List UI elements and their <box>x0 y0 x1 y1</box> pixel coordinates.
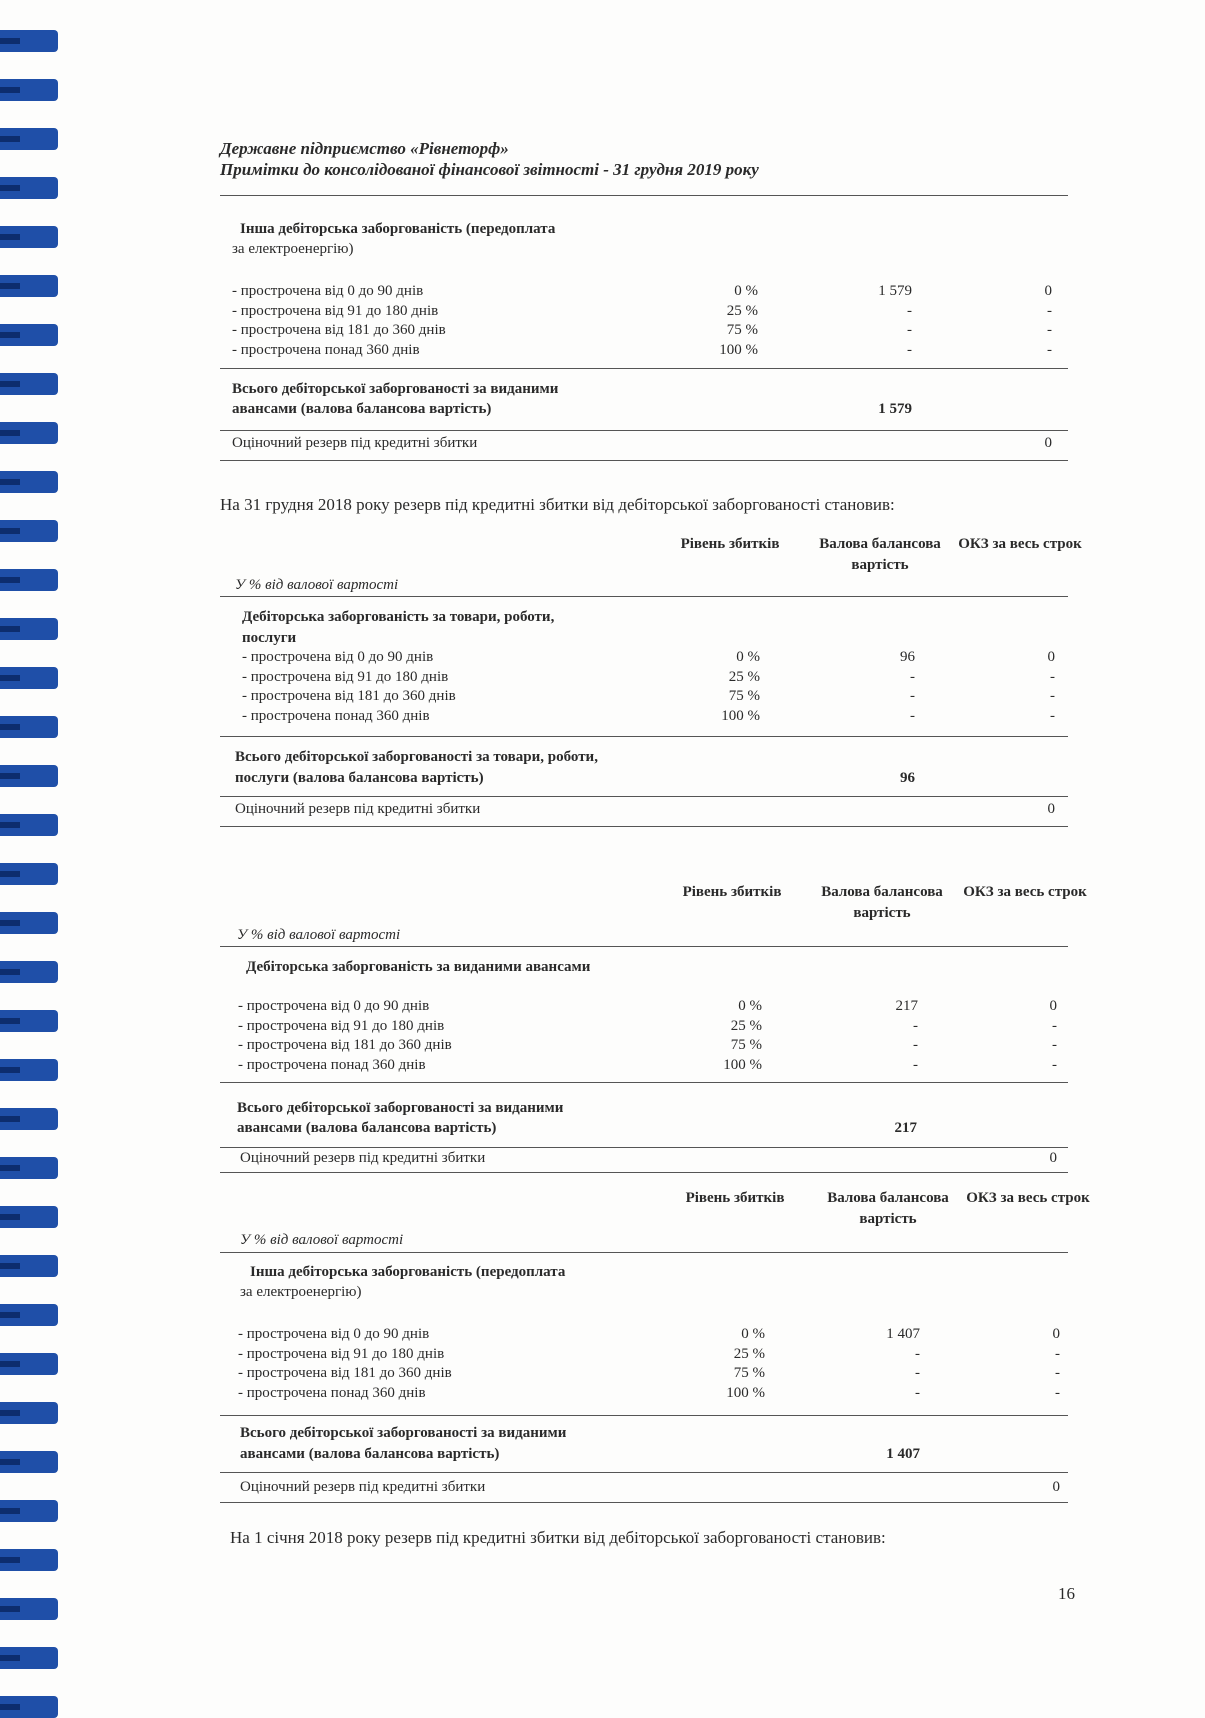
total-label-line2: авансами (валова балансова вартість) <box>232 401 492 417</box>
binding-ring <box>0 1402 58 1424</box>
aging-label: - прострочена понад 360 днів <box>232 341 420 358</box>
aging-label: - прострочена понад 360 днів <box>238 1056 426 1073</box>
col-header-ecl: ОКЗ за весь строк <box>963 884 1087 900</box>
table-title: Інша дебіторська заборгованість (передоплата <box>250 1264 566 1280</box>
aging-label: - прострочена від 0 до 90 днів <box>238 1326 430 1342</box>
ecl-value: - <box>1052 1017 1057 1034</box>
loss-rate: 100 % <box>719 341 758 358</box>
binding-ring <box>0 1059 58 1081</box>
gross-value: 1 407 <box>886 1326 920 1342</box>
binding-ring <box>0 569 58 591</box>
loss-rate: 0 % <box>738 998 762 1014</box>
binding-ring <box>0 1353 58 1375</box>
total-label: Всього дебіторської заборгованості за товари, роботи, <box>235 749 598 765</box>
gross-value: - <box>907 302 912 319</box>
binding-ring <box>0 324 58 346</box>
binding-ring <box>0 30 58 52</box>
reserve-label: Оціночний резерв під кредитні збитки <box>232 435 478 451</box>
rule <box>220 1172 1068 1173</box>
ecl-value: 0 <box>1049 998 1057 1014</box>
binding-ring <box>0 618 58 640</box>
loss-rate: 75 % <box>726 322 758 338</box>
aging-label: - прострочена від 91 до 180 днів <box>242 668 449 685</box>
ecl-value: - <box>1050 668 1055 685</box>
rule <box>220 1082 1068 1083</box>
gross-value: - <box>913 1017 918 1034</box>
gross-value: - <box>907 341 912 358</box>
binding-ring <box>0 177 58 199</box>
aging-label: - прострочена від 181 до 360 днів <box>232 322 446 338</box>
gross-value: - <box>915 1365 920 1381</box>
rule <box>220 460 1068 461</box>
table-title-line2: за електроенергію) <box>232 241 354 257</box>
total-label: Всього дебіторської заборгованості за виданими <box>237 1100 564 1116</box>
rule <box>220 1472 1068 1473</box>
aging-label: - прострочена від 0 до 90 днів <box>232 283 424 299</box>
aging-label: - прострочена від 181 до 360 днів <box>238 1365 452 1381</box>
gross-value: - <box>915 1345 920 1362</box>
ecl-value: - <box>1047 341 1052 358</box>
binding-ring <box>0 520 58 542</box>
binding-ring <box>0 128 58 150</box>
ecl-value: - <box>1050 688 1055 704</box>
reserve-label: Оціночний резерв під кредитні збитки <box>240 1479 486 1495</box>
aging-label: - прострочена від 0 до 90 днів <box>238 998 430 1014</box>
loss-rate: 75 % <box>730 1037 762 1053</box>
binding-ring <box>0 716 58 738</box>
binding-ring <box>0 863 58 885</box>
col-header-gross: Валова балансова вартість <box>827 1190 949 1227</box>
page-number: 16 <box>1058 1584 1075 1603</box>
total-label-line2: авансами (валова балансова вартість) <box>240 1446 500 1462</box>
total-value: 96 <box>900 770 915 786</box>
ecl-value: - <box>1055 1384 1060 1401</box>
table-title: Інша дебіторська заборгованість (передоплата <box>240 221 556 237</box>
ecl-value: 0 <box>1047 649 1055 665</box>
aging-label: - прострочена від 181 до 360 днів <box>242 688 456 704</box>
total-value: 1 407 <box>886 1446 920 1462</box>
gross-value: - <box>910 707 915 724</box>
rule <box>220 1502 1068 1503</box>
col-caption: У % від валової вартості <box>235 577 399 593</box>
header-company: Державне підприємство «Рівнеторф» <box>220 139 509 158</box>
rule <box>220 736 1068 737</box>
total-label-line2: авансами (валова балансова вартість) <box>237 1120 497 1136</box>
table-title: Дебіторська заборгованість за виданими авансами <box>246 959 591 975</box>
gross-value: - <box>913 1056 918 1073</box>
binding-ring <box>0 814 58 836</box>
rule <box>220 826 1068 827</box>
total-label: Всього дебіторської заборгованості за виданими <box>232 381 559 397</box>
binding-ring <box>0 765 58 787</box>
col-header-ecl: ОКЗ за весь строк <box>966 1190 1090 1206</box>
header-title: Примітки до консолідованої фінансової звітності - 31 грудня 2019 року <box>220 160 759 179</box>
col-header-ecl: ОКЗ за весь строк <box>958 536 1082 552</box>
aging-label: - прострочена понад 360 днів <box>242 707 430 724</box>
ecl-value: - <box>1047 322 1052 338</box>
gross-value: 96 <box>900 649 915 665</box>
paragraph-2018-dec: На 31 грудня 2018 року резерв під кредитні збитки від дебіторської заборгованості становив: <box>220 495 895 514</box>
col-header-rate: Рівень збитків <box>685 1190 785 1206</box>
ecl-value: - <box>1052 1056 1057 1073</box>
loss-rate: 25 % <box>733 1345 765 1362</box>
loss-rate: 25 % <box>730 1017 762 1034</box>
rule <box>220 1252 1068 1253</box>
binding-ring <box>0 667 58 689</box>
loss-rate: 100 % <box>723 1056 762 1073</box>
total-value: 1 579 <box>878 401 912 417</box>
col-header-gross: Валова балансова вартість <box>819 536 941 573</box>
ecl-value: 0 <box>1044 283 1052 299</box>
binding-ring <box>0 1500 58 1522</box>
ecl-value: 0 <box>1052 1326 1060 1342</box>
table-title: Дебіторська заборгованість за товари, роботи, <box>242 609 555 625</box>
document-header <box>220 138 759 180</box>
reserve-value: 0 <box>1047 801 1055 817</box>
ecl-value: - <box>1055 1365 1060 1381</box>
binding-ring <box>0 1696 58 1718</box>
binding-ring <box>0 1010 58 1032</box>
col-header-rate: Рівень збитків <box>680 536 780 552</box>
binding-ring <box>0 422 58 444</box>
binding-ring <box>0 1451 58 1473</box>
loss-rate: 0 % <box>734 283 758 299</box>
binding-ring <box>0 961 58 983</box>
ecl-value: - <box>1052 1037 1057 1053</box>
col-header-rate: Рівень збитків <box>682 884 782 900</box>
rule <box>220 796 1068 797</box>
binding-ring <box>0 471 58 493</box>
loss-rate: 100 % <box>726 1384 765 1401</box>
binding-ring <box>0 1647 58 1669</box>
binding-ring <box>0 1157 58 1179</box>
rule <box>220 368 1068 369</box>
gross-value: - <box>913 1037 918 1053</box>
aging-label: - прострочена від 181 до 360 днів <box>238 1037 452 1053</box>
rule <box>220 430 1068 431</box>
aging-label: - прострочена понад 360 днів <box>238 1384 426 1401</box>
ecl-value: - <box>1050 707 1055 724</box>
loss-rate: 25 % <box>726 302 758 319</box>
gross-value: 1 579 <box>878 283 912 299</box>
gross-value: - <box>915 1384 920 1401</box>
binding-ring <box>0 79 58 101</box>
reserve-value: 0 <box>1044 435 1052 451</box>
paragraph-2018-jan: На 1 січня 2018 року резерв під кредитні збитки від дебіторської заборгованості становив: <box>230 1528 886 1547</box>
rule <box>220 946 1068 947</box>
total-value: 217 <box>894 1120 917 1136</box>
loss-rate: 25 % <box>728 668 760 685</box>
gross-value: - <box>907 322 912 338</box>
binding-ring <box>0 275 58 297</box>
reserve-label: Оціночний резерв під кредитні збитки <box>235 801 481 817</box>
ecl-value: - <box>1055 1345 1060 1362</box>
table-title-line2: за електроенергію) <box>240 1284 362 1300</box>
aging-label: - прострочена від 0 до 90 днів <box>242 649 434 665</box>
gross-value: - <box>910 668 915 685</box>
rule <box>220 1147 1068 1148</box>
spiral-binding <box>0 0 60 1718</box>
binding-ring <box>0 1108 58 1130</box>
binding-ring <box>0 226 58 248</box>
loss-rate: 100 % <box>721 707 760 724</box>
binding-ring <box>0 1255 58 1277</box>
rule <box>220 596 1068 597</box>
reserve-value: 0 <box>1052 1479 1060 1495</box>
loss-rate: 75 % <box>733 1365 765 1381</box>
reserve-value: 0 <box>1049 1150 1057 1166</box>
gross-value: - <box>910 688 915 704</box>
loss-rate: 75 % <box>728 688 760 704</box>
header-rule <box>220 195 1068 196</box>
binding-ring <box>0 912 58 934</box>
total-label-line2: послуги (валова балансова вартість) <box>235 770 484 786</box>
aging-label: - прострочена від 91 до 180 днів <box>232 302 439 319</box>
ecl-value: - <box>1047 302 1052 319</box>
binding-ring <box>0 1598 58 1620</box>
col-caption: У % від валової вартості <box>240 1232 404 1248</box>
table-title-line2: послуги <box>242 630 297 646</box>
binding-ring <box>0 1206 58 1228</box>
col-header-gross: Валова балансова вартість <box>821 884 943 921</box>
aging-label: - прострочена від 91 до 180 днів <box>238 1345 445 1362</box>
loss-rate: 0 % <box>736 649 760 665</box>
col-caption: У % від валової вартості <box>237 927 401 943</box>
binding-ring <box>0 373 58 395</box>
rule <box>220 1415 1068 1416</box>
aging-label: - прострочена від 91 до 180 днів <box>238 1017 445 1034</box>
reserve-label: Оціночний резерв під кредитні збитки <box>240 1150 486 1166</box>
total-label: Всього дебіторської заборгованості за виданими <box>240 1425 567 1441</box>
loss-rate: 0 % <box>741 1326 765 1342</box>
binding-ring <box>0 1304 58 1326</box>
binding-ring <box>0 1549 58 1571</box>
gross-value: 217 <box>895 998 918 1014</box>
